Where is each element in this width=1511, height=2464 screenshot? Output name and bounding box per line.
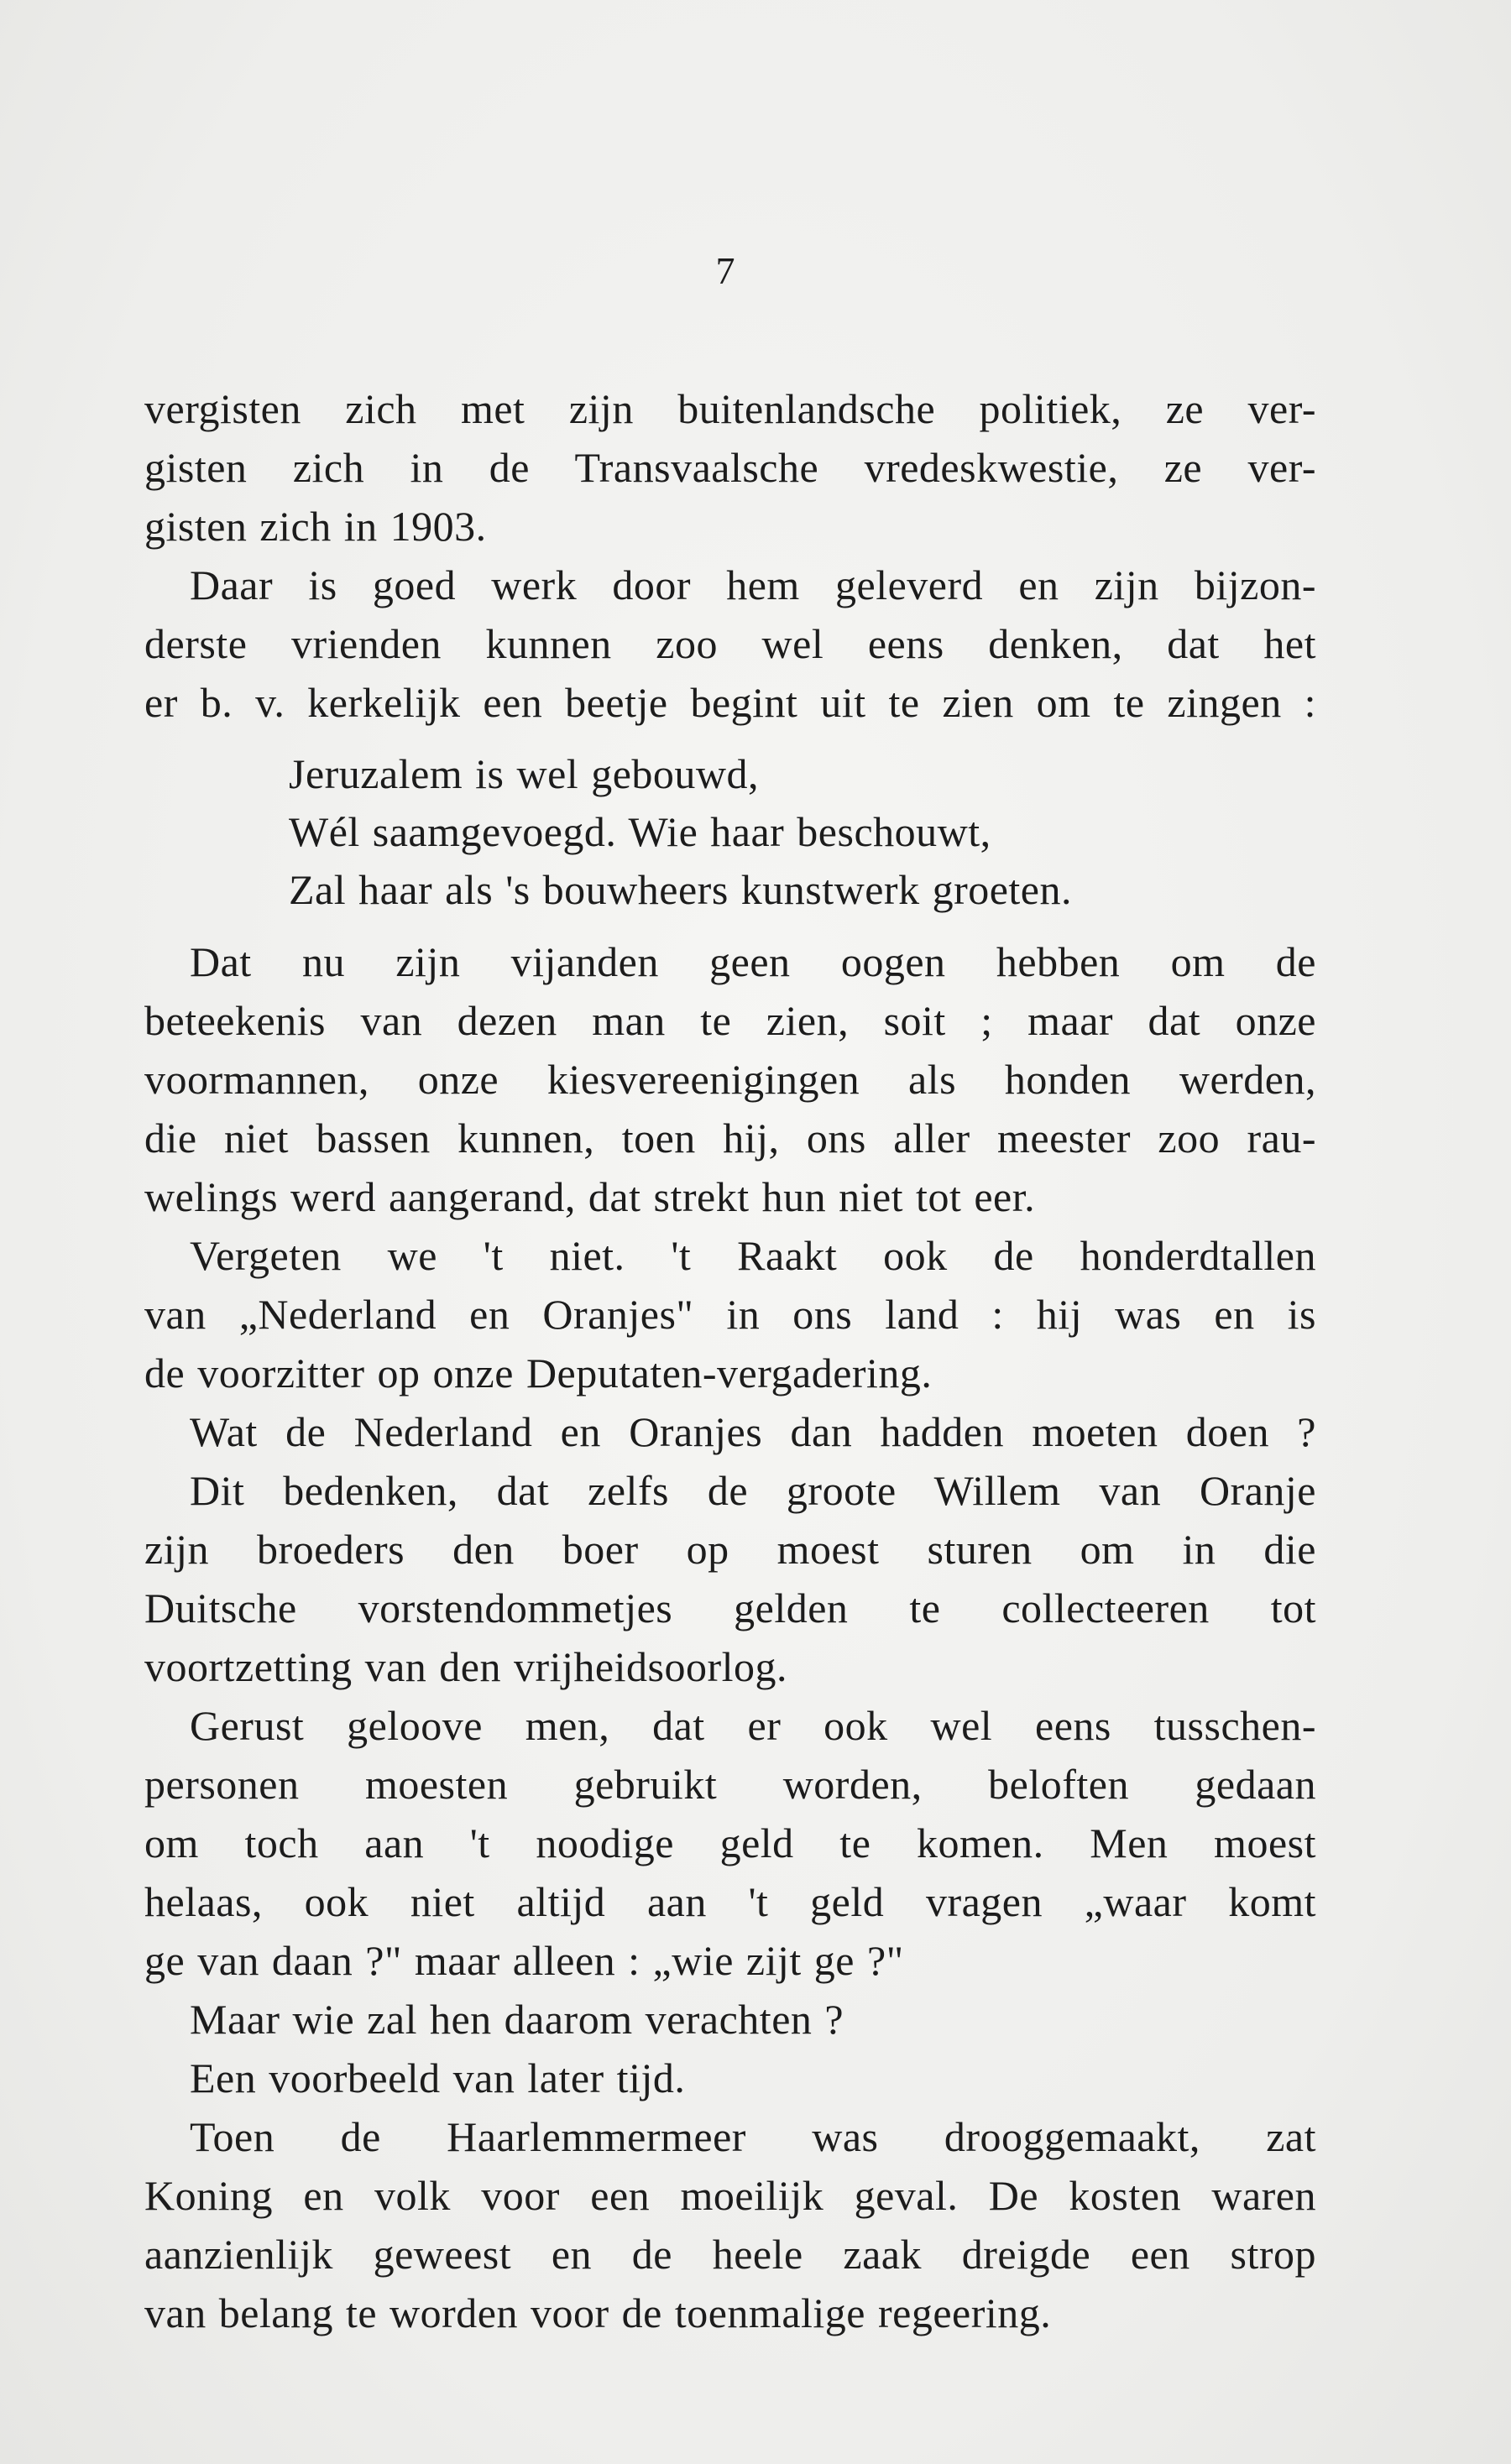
text-line: aanzienlijk geweest en de heele zaak dreigde een strop xyxy=(144,2231,1316,2278)
body-text xyxy=(144,379,1316,2342)
poem-line: Jeruzalem is wel gebouwd, xyxy=(289,750,760,797)
text-line: die niet bassen kunnen, toen hij, ons aller meester zoo rau- xyxy=(144,1115,1316,1162)
text-line: derste vrienden kunnen zoo wel eens denken, dat het xyxy=(144,620,1316,667)
text-line: Koning en volk voor een moeilijk geval. De kosten waren xyxy=(144,2172,1316,2219)
text-line: voormannen, onze kiesvereenigingen als honden werden, xyxy=(144,1056,1316,1103)
text-line: er b. v. kerkelijk een beetje begint uit te zien om te zingen : xyxy=(144,679,1316,726)
text-line: Duitsche vorstendommetjes gelden te collecteeren tot xyxy=(144,1584,1316,1631)
text-line: beteekenis van dezen man te zien, soit ; maar dat onze xyxy=(144,997,1316,1044)
text-line: Wat de Nederland en Oranjes dan hadden moeten doen ? xyxy=(190,1408,1316,1455)
spacer xyxy=(144,732,1316,745)
text-line: personen moesten gebruikt worden, beloften gedaan xyxy=(144,1761,1316,1808)
text-line: voortzetting van den vrijheidsoorlog. xyxy=(144,1643,788,1690)
text-line: Een voorbeeld van later tijd. xyxy=(190,2054,686,2101)
text-line: Gerust geloove men, dat er ook wel eens tusschen- xyxy=(190,1702,1316,1749)
text-line: Dit bedenken, dat zelfs de groote Willem van Oranje xyxy=(190,1467,1316,1514)
poem-line: Wél saamgevoegd. Wie haar beschouwt, xyxy=(289,808,991,855)
text-line: zijn broeders den boer op moest sturen om in die xyxy=(144,1526,1316,1573)
text-line: Vergeten we 't niet. 't Raakt ook de honderdtallen xyxy=(190,1232,1316,1279)
poem-line: Zal haar als 's bouwheers kunstwerk groeten. xyxy=(289,866,1072,913)
text-line: de voorzitter op onze Deputaten-vergadering. xyxy=(144,1349,933,1396)
text-line: gisten zich in de Transvaalsche vredeskwestie, ze ver- xyxy=(144,444,1316,491)
text-line: gisten zich in 1903. xyxy=(144,503,487,550)
text-line: om toch aan 't noodige geld te komen. Men moest xyxy=(144,1819,1316,1866)
text-line: van „Nederland en Oranjes" in ons land : hij was en is xyxy=(144,1291,1316,1338)
page-number: 7 xyxy=(715,249,735,292)
text-line: ge van daan ?" maar alleen : „wie zijt ge ?" xyxy=(144,1937,904,1984)
text-line: vergisten zich met zijn buitenlandsche politiek, ze ver- xyxy=(144,385,1316,432)
spacer xyxy=(144,919,1316,932)
text-line: Toen de Haarlemmermeer was drooggemaakt, zat xyxy=(190,2113,1316,2160)
text-line: Maar wie zal hen daarom verachten ? xyxy=(190,1996,844,2043)
text-line: helaas, ook niet altijd aan 't geld vragen „waar komt xyxy=(144,1878,1316,1925)
text-line: van belang te worden voor de toenmalige regeering. xyxy=(144,2289,1052,2336)
text-line: Dat nu zijn vijanden geen oogen hebben om de xyxy=(190,938,1316,985)
text-line: welings werd aangerand, dat strekt hun niet tot eer. xyxy=(144,1173,1036,1220)
text-line: Daar is goed werk door hem geleverd en zijn bijzon- xyxy=(190,561,1316,608)
